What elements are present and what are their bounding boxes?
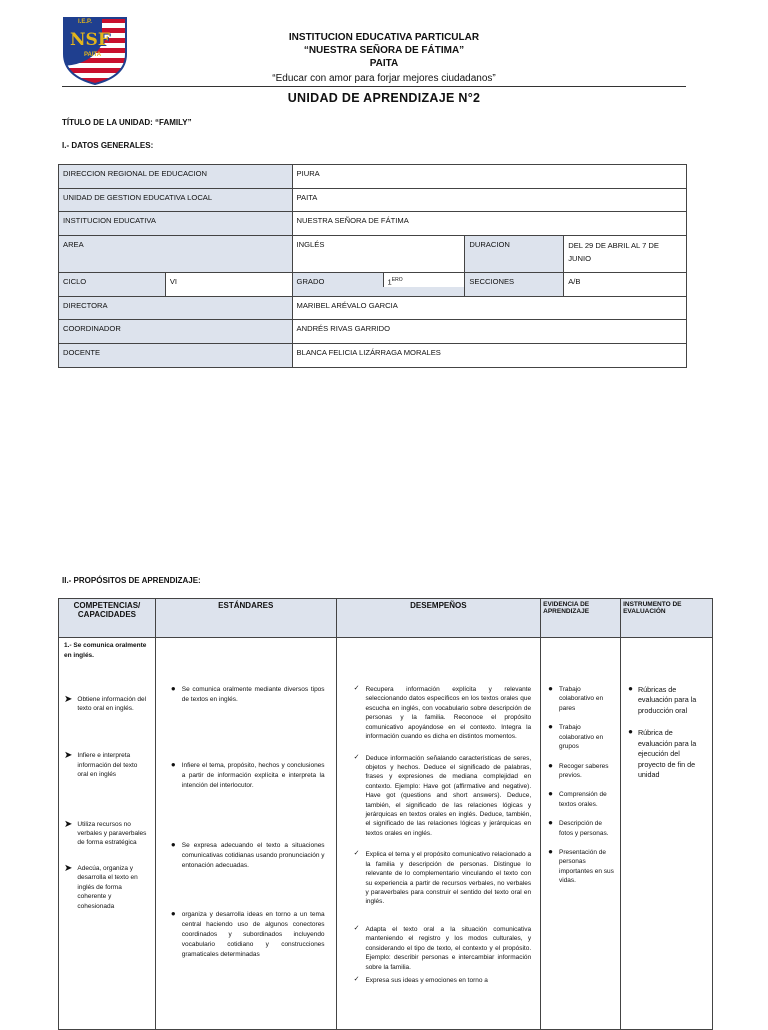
section-general-title: I.- DATOS GENERALES: [62,141,154,150]
docente-value: BLANCA FELICIA LIZÁRRAGA MORALES [292,344,686,368]
docente-label: DOCENTE [59,344,293,368]
desempeno-text: Expresa sus ideas y emociones en torno a [365,976,488,984]
unit-name: TÍTULO DE LA UNIDAD: “FAMILY” [62,118,192,127]
standard-text: organiza y desarrolla ideas en torno a un tema central haciendo uso de algunos conectores coordinados y subordinados incluyendo vocabulario cotidiano y construcciones gramaticales determinadas [181,910,325,958]
grado-sup: ERO [391,277,403,283]
bullet-icon: ● [170,760,176,770]
standard-text: Infiere el tema, propósito, hechos y conclusiones a partir de información explícita e interpreta la intención del interlocutor. [181,762,325,790]
evidence-item [548,723,615,751]
evidence-text: Trabajo colaborativo en grupos [559,724,604,751]
standard-item [171,685,325,705]
section-purposes-title: II.- PROPÓSITOS DE APRENDIZAJE: [62,576,201,585]
check-icon: ✓ [353,685,360,692]
competence-title: 1.- Se comunica oralmente en inglés. [64,642,147,659]
school-type: INSTITUCION EDUCATIVA PARTICULAR [288,32,480,43]
desempeno-item [354,754,532,839]
evidencia-cell [541,638,621,1030]
standard-text: Se expresa adecuando el texto a situaciones comunicativas cotidianas usando pronunciación y entonación adecuadas. [181,842,325,870]
bullet-icon: ● [548,684,553,693]
desempeno-item [354,850,532,907]
evidence-item [548,848,615,886]
evidence-text: Descripción de fotos y personas. [559,820,609,837]
bullet-icon: ● [170,684,176,693]
grado-label: GRADO [293,273,384,287]
school-name: “NUESTRA SEÑORA DE FÁTIMA” [303,45,465,56]
instrument-text: Rúbricas de evaluación para la producción oral [637,685,697,715]
header-desempenos: DESEMPEÑOS [336,599,541,638]
capacity-text: Adecúa, organiza y desarrolla el texto en inglés de forma coherente y cohesionada [77,864,138,910]
check-icon: ✓ [353,753,360,761]
logo-small-text: I.E.P. [78,19,92,25]
arrow-right-icon: ➤ [64,750,73,762]
capacity-text: Infiere e interpreta información del texto oral en inglés [77,752,138,779]
area-value: INGLÉS [292,236,465,273]
school-city: PAITA [369,58,399,69]
desempenos-cell [336,638,541,1030]
bullet-icon: ● [628,684,633,693]
evidence-text: Comprensión de textos orales. [559,791,607,808]
bullet-icon: ● [548,760,553,770]
arrow-right-icon: ➤ [64,862,73,874]
dre-label: DIRECCION REGIONAL DE EDUCACION [59,165,293,189]
desempeno-item [354,685,532,742]
capacity-item [64,695,150,714]
ugel-value: PAITA [292,189,686,212]
estandares-cell [155,638,336,1030]
ciclo-label: CICLO [59,273,166,297]
area-label: AREA [59,236,293,273]
instrument-item [628,685,707,716]
desempeno-text: Explica el tema y el propósito comunicativo relacionado a la familia y descripción de personas. Distingue lo relevante de lo complementario vinculando el texto con su experiencia a partir de recursos verbales, no verbales y paraverbales para construir el sentido del texto oral en inglés. [365,851,532,906]
desempeno-text: Recupera información explícita y relevante seleccionando datos específicos en los textos orales que escucha en inglés, con vocabulario sobre descripción de personas y la familia. Reconoce el propósito comunicativo apoyándose en el contexto. Integra la información cuando es dicha en distintos momentos. [365,686,532,741]
arrow-right-icon: ➤ [64,693,73,705]
logo-city: PAITA [84,52,102,58]
bullet-icon: ● [548,789,553,799]
capacity-item [64,820,150,848]
directora-label: DIRECTORA [59,297,293,320]
secciones-value: A/B [564,273,687,297]
instrumento-cell [621,638,713,1030]
dre-value: PIURA [292,165,686,189]
header-divider [62,86,686,87]
capacity-text: Obtiene información del texto oral en inglés. [77,695,147,712]
bullet-icon: ● [170,908,176,918]
bullet-icon: ● [170,840,176,850]
arrow-right-icon: ➤ [64,818,73,830]
logo-text: NSF [70,30,110,50]
duracion-label: DURACION [465,236,564,273]
header-instrumento: INSTRUMENTO DE EVALUACIÓN [621,599,713,638]
instrument-text: Rúbrica de evaluación para la ejecución del proyecto de fin de unidad [637,728,697,780]
header-competencias: COMPETENCIAS/ CAPACIDADES [59,599,156,638]
standard-item [171,910,325,960]
instrument-item [628,728,707,780]
ie-label: INSTITUCION EDUCATIVA [59,212,293,236]
grado-cell [292,273,465,297]
ugel-label: UNIDAD DE GESTION EDUCATIVA LOCAL [59,189,293,212]
coordinador-label: COORDINADOR [59,320,293,344]
duracion-value: DEL 29 DE ABRIL AL 7 DE JUNIO [564,236,687,273]
capacity-text: Utiliza recursos no verbales y paraverbales de forma estratégica [77,820,147,847]
header-evidencia: EVIDENCIA DE APRENDIZAJE [541,599,621,638]
evidence-item [548,762,615,781]
desempeno-item [354,976,532,985]
check-icon: ✓ [353,924,360,932]
evidence-item [548,790,615,809]
standard-text: Se comunica oralmente mediante diversos tipos de textos en inglés. [181,686,325,704]
general-data-table [58,164,687,368]
bullet-icon: ● [628,727,633,737]
evidence-text: Recoger saberes previos. [559,762,609,779]
evidence-item [548,685,615,713]
bullet-icon: ● [548,722,553,732]
standard-item [171,841,325,871]
unit-title: UNIDAD DE APRENDIZAJE N°2 [287,91,481,105]
coordinador-value: ANDRÉS RIVAS GARRIDO [292,320,686,344]
bullet-icon: ● [548,847,553,857]
capacity-item [64,864,150,911]
grado-number: 1 [387,277,392,287]
directora-value: MARIBEL ARÉVALO GARCIA [292,297,686,320]
desempeno-text: Adapta el texto oral a la situación comunicativa manteniendo el registro y los modos culturales, y considerando el tipo de texto, el contexto y el propósito. Ejemplo: describir personas e intercambiar información sobre la familia. [365,925,532,971]
evidence-text: Presentación de personas importantes en sus vidas. [559,849,614,885]
purposes-table [58,598,713,1030]
secciones-label: SECCIONES [465,273,564,297]
check-icon: ✓ [353,850,360,858]
competencias-cell [59,638,156,1030]
bullet-icon: ● [548,818,553,828]
ie-value: NUESTRA SEÑORA DE FÁTIMA [292,212,686,236]
school-motto: “Educar con amor para forjar mejores ciudadanos” [272,73,496,84]
standard-item [171,761,325,791]
ciclo-value: VI [165,273,292,297]
evidence-item [548,819,615,838]
desempeno-text: Deduce información señalando características de seres, objetos y hechos. Deduce el significado de palabras, frases y expresiones de mediana complejidad en contexto. Ejemplo: Have got (affirmative and negative). Have got (questions and short answers). Deduce, también, el significado de las relaciones lógicas y jerárquicas en textos orales en inglés. Deduce, también, el significado de las relaciones lógicas y jerárquicas en textos orales en inglés. [365,754,532,837]
desempeno-item [354,925,532,972]
capacity-item [64,751,150,779]
grado-value [384,273,465,287]
evidence-text: Trabajo colaborativo en pares [559,686,604,712]
check-icon: ✓ [353,975,360,983]
header-estandares: ESTÁNDARES [155,599,336,638]
